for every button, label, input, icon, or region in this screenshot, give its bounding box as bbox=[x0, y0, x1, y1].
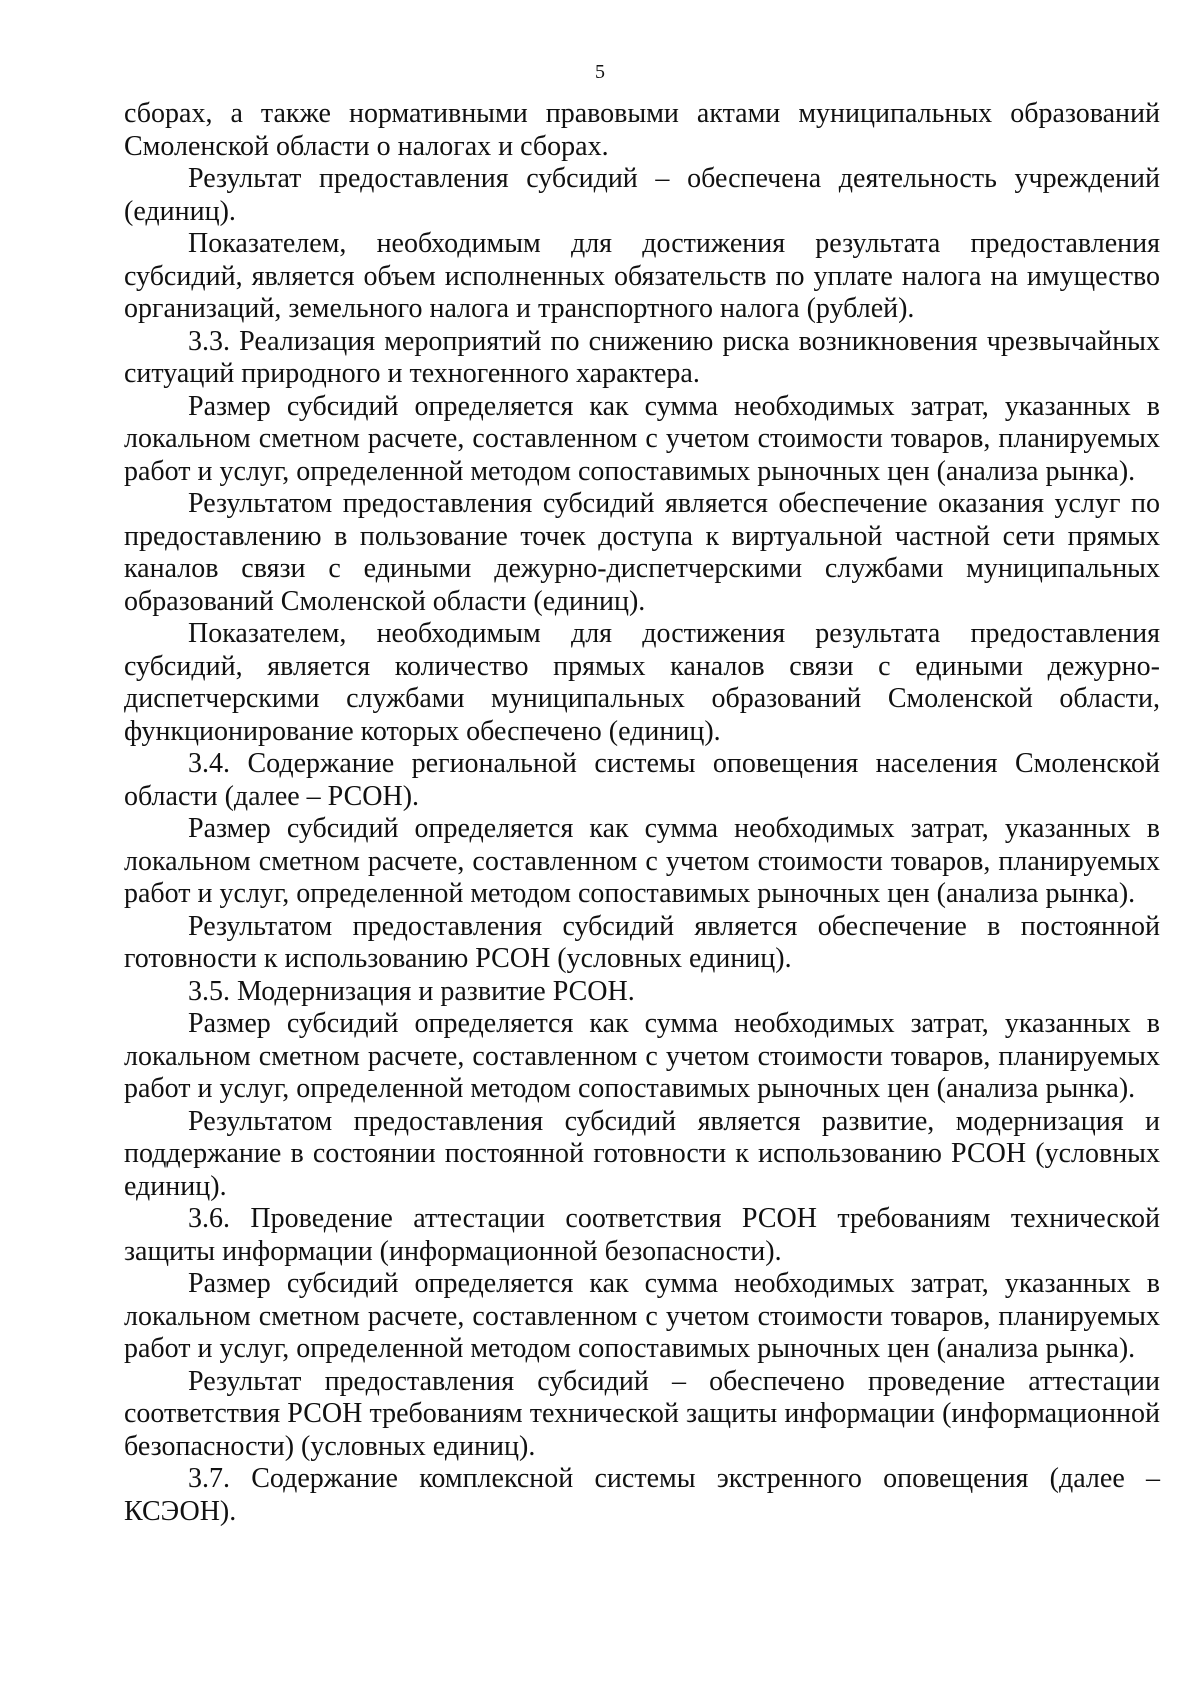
paragraph-indicator-taxes: Показателем, необходимым для достижения результата предоставления субсидий, является объем исполненных обязательств по уплате налога на имущество организаций, земельного налога и транспортного налога (рублей). bbox=[124, 228, 1160, 324]
paragraph-section-3-4: 3.4. Содержание региональной системы оповещения населения Смоленской области (далее – РСОН). bbox=[124, 748, 1160, 812]
paragraph-result-institutions: Результат предоставления субсидий – обеспечена деятельность учреждений (единиц). bbox=[124, 163, 1160, 227]
paragraph-result-3-5: Результатом предоставления субсидий является развитие, модернизация и поддержание в состоянии постоянной готовности к использованию РСОН (условных единиц). bbox=[124, 1105, 1160, 1202]
paragraph-result-3-6: Результат предоставления субсидий – обеспечено проведение аттестации соответствия РСОН требованиям технической защиты информации (информационной безопасности) (условных единиц). bbox=[124, 1365, 1160, 1462]
paragraph-subsidy-size-3-4: Размер субсидий определяется как сумма необходимых затрат, указанных в локальном сметном расчете, составленном с учетом стоимости товаров, планируемых работ и услуг, определенной методом сопоставимых рыночных цен (анализа рынка). bbox=[124, 813, 1160, 909]
paragraph-subsidy-size-3-5: Размер субсидий определяется как сумма необходимых затрат, указанных в локальном сметном расчете, составленном с учетом стоимости товаров, планируемых работ и услуг, определенной методом сопоставимых рыночных цен (анализа рынка). bbox=[124, 1008, 1160, 1104]
paragraph-subsidy-size-3-6: Размер субсидий определяется как сумма необходимых затрат, указанных в локальном сметном расчете, составленном с учетом стоимости товаров, планируемых работ и услуг, определенной методом сопоставимых рыночных цен (анализа рынка). bbox=[124, 1268, 1160, 1364]
page-number: 5 bbox=[595, 61, 605, 83]
paragraph-section-3-3: 3.3. Реализация мероприятий по снижению риска возникновения чрезвычайных ситуаций природного и техногенного характера. bbox=[124, 325, 1160, 389]
paragraph-indicator-3-3: Показателем, необходимым для достижения результата предоставления субсидий, является количество прямых каналов связи с едиными дежурно-диспетчерскими службами муниципальных образований Смоленской области, функционирование которых обеспечено (единиц). bbox=[124, 618, 1160, 747]
paragraph-section-3-6: 3.6. Проведение аттестации соответствия РСОН требованиям технической защиты информации (информационной безопасности). bbox=[124, 1203, 1160, 1267]
paragraph-subsidy-size-3-3: Размер субсидий определяется как сумма необходимых затрат, указанных в локальном сметном расчете, составленном с учетом стоимости товаров, планируемых работ и услуг, определенной методом сопоставимых рыночных цен (анализа рынка). bbox=[124, 390, 1160, 487]
paragraph-result-3-4: Результатом предоставления субсидий является обеспечение в постоянной готовности к использованию РСОН (условных единиц). bbox=[124, 910, 1160, 974]
paragraph-section-3-5: 3.5. Модернизация и развитие РСОН. bbox=[188, 975, 635, 1007]
document-body bbox=[124, 98, 1160, 1528]
paragraph-result-3-3: Результатом предоставления субсидий является обеспечение оказания услуг по предоставлению в пользование точек доступа к виртуальной частной сети прямых каналов связи с едиными дежурно-диспетчерскими службами муниципальных образований Смоленской области (единиц). bbox=[124, 488, 1160, 617]
paragraph-continuation: сборах, а также нормативными правовыми актами муниципальных образований Смоленской области о налогах и сборах. bbox=[124, 98, 1160, 162]
paragraph-section-3-7: 3.7. Содержание комплексной системы экстренного оповещения (далее – КСЭОН). bbox=[124, 1463, 1160, 1527]
